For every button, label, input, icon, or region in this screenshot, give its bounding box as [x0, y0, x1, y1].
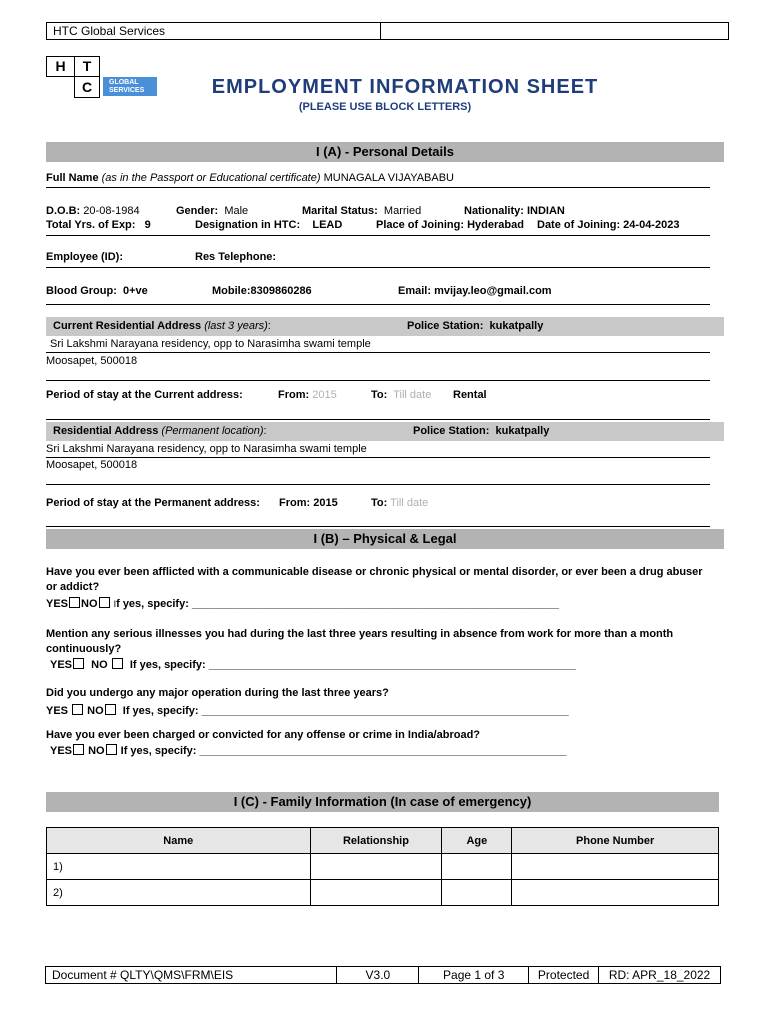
q2-yes-checkbox[interactable] — [73, 658, 84, 669]
question-3-answer: YES NO If yes, specify: ____________________________________________________________ — [46, 705, 569, 717]
blood-group-value: 0+ve — [123, 285, 148, 297]
permanent-address-label: Residential Address — [53, 425, 159, 437]
current-to-value: Till date — [393, 389, 432, 401]
current-from-value: 2015 — [312, 389, 337, 401]
header-company-box — [46, 22, 729, 40]
col-header-age: Age — [442, 828, 512, 854]
logo-c: C — [74, 76, 100, 98]
question-2: Mention any serious illnesses you had during the last three years resulting in absence from work for more than a month continuously? — [46, 628, 674, 655]
designation-value: LEAD — [312, 219, 343, 231]
permanent-police-value: kukatpally — [495, 425, 550, 437]
doj-value: 24-04-2023 — [623, 219, 680, 231]
current-from: From: 2015 — [278, 389, 337, 401]
current-tenure: Rental — [453, 389, 487, 401]
current-address-label: Current Residential Address — [53, 320, 202, 332]
section-personal-band — [46, 142, 724, 162]
designation-row: Designation in HTC: LEAD — [195, 219, 343, 231]
col-header-name: Name — [47, 828, 311, 854]
footer-document-number: Document # QLTY\QMS\FRM\EIS — [46, 967, 337, 984]
place-row: Place of Joining: Hyderabad — [376, 219, 524, 231]
q1-no-checkbox[interactable] — [99, 597, 110, 608]
footer-rd: RD: APR_18_2022 — [599, 967, 721, 984]
family-table-header — [47, 828, 719, 854]
page-title: EMPLOYMENT INFORMATION SHEET — [211, 76, 599, 98]
question-2-answer: YES NO If yes, specify: ____________________________________________________________ — [50, 659, 576, 671]
employee-id-label: Employee (ID): — [46, 251, 124, 263]
permanent-period-label: Period of stay at the Permanent address: — [46, 497, 260, 509]
family-table — [46, 827, 719, 906]
mobile-value: 8309860286 — [250, 285, 312, 297]
q1-yes-checkbox[interactable] — [69, 597, 80, 608]
permanent-address-band: Residential Address (Permanent location): Police Station: kukatpally — [46, 422, 724, 441]
family-cell-name[interactable]: 2) — [47, 880, 311, 906]
question-3: Did you undergo any major operation during the last three years? — [46, 687, 389, 699]
family-cell-age[interactable] — [442, 880, 512, 906]
email-value: mvijay.leo@gmail.com — [434, 285, 552, 297]
permanent-address-line1: Sri Lakshmi Narayana residency, opp to Narasimha swami temple — [46, 443, 367, 455]
q4-yes-checkbox[interactable] — [73, 744, 84, 755]
current-police-value: kukatpally — [489, 320, 544, 332]
section-family-band — [46, 792, 719, 812]
current-address-line2: Moosapet, 500018 — [46, 355, 138, 367]
exp-row: Total Yrs. of Exp: 9 — [46, 219, 151, 231]
q3-yes-checkbox[interactable] — [72, 704, 83, 715]
blood-group-row: Blood Group: 0+ve — [46, 285, 148, 297]
current-to: To: Till date — [371, 389, 432, 401]
marital-value: Married — [383, 205, 422, 217]
permanent-from-value: 2015 — [313, 497, 338, 509]
question-4: Have you ever been charged or convicted for any offense or crime in India/abroad? — [46, 729, 481, 741]
section-physical-title: I (B) – Physical & Legal — [313, 531, 457, 546]
question-1-answer: YES NO If yes, specify: ____________________________________________________________ — [46, 598, 559, 610]
footer-classification: Protected — [529, 967, 599, 984]
permanent-to-value: Till date — [390, 497, 429, 509]
mobile-row: Mobile:8309860286 — [212, 285, 312, 297]
q4-no-checkbox[interactable] — [106, 744, 117, 755]
doj-row: Date of Joining: 24-04-2023 — [537, 219, 680, 231]
section-physical-band — [46, 529, 724, 549]
section-personal-title: I (A) - Personal Details — [316, 144, 454, 159]
section-family-title: I (C) - Family Information (In case of emergency) — [233, 794, 532, 809]
question-1: Have you ever been afflicted with a communicable disease or chronic physical or mental disorder, or ever been a drug abuser or addict? — [46, 566, 703, 593]
logo-global-services: GLOBAL SERVICES — [103, 77, 157, 96]
dob-row: D.O.B: 20-08-1984 — [46, 205, 140, 217]
page-subtitle: (PLEASE USE BLOCK LETTERS) — [298, 101, 472, 113]
logo-h: H — [46, 56, 75, 77]
res-telephone-label: Res Telephone: — [195, 251, 277, 263]
col-header-relationship: Relationship — [310, 828, 442, 854]
table-row — [47, 854, 719, 880]
full-name-row: Full Name (as in the Passport or Educational certificate) MUNAGALA VIJAYABABU — [46, 172, 455, 184]
nationality-row: Nationality: INDIAN — [464, 205, 565, 217]
family-cell-relationship[interactable] — [310, 880, 442, 906]
family-cell-name[interactable]: 1) — [47, 854, 311, 880]
footer-page: Page 1 of 3 — [419, 967, 529, 984]
family-cell-phone[interactable] — [512, 854, 719, 880]
current-period-label: Period of stay at the Current address: — [46, 389, 243, 401]
family-cell-phone[interactable] — [512, 880, 719, 906]
exp-value: 9 — [144, 219, 151, 231]
email-row: Email: mvijay.leo@gmail.com — [398, 285, 552, 297]
htc-logo — [46, 56, 158, 98]
dob-value: 20-08-1984 — [83, 205, 140, 217]
document-footer — [45, 966, 721, 984]
current-address-band: Current Residential Address (last 3 years): Police Station: kukatpally — [46, 317, 724, 336]
gender-value: Male — [224, 205, 249, 217]
current-address-line1: Sri Lakshmi Narayana residency, opp to Narasimha swami temple — [50, 338, 371, 350]
q3-no-checkbox[interactable] — [105, 704, 116, 715]
q2-no-checkbox[interactable] — [112, 658, 123, 669]
permanent-from: From: 2015 — [279, 497, 338, 509]
gender-row: Gender: Male — [176, 205, 249, 217]
family-cell-relationship[interactable] — [310, 854, 442, 880]
permanent-to: To: Till date — [371, 497, 429, 509]
logo-t: T — [74, 56, 100, 77]
nationality-value: INDIAN — [526, 205, 565, 217]
header-company-name: HTC Global Services — [53, 24, 166, 38]
table-row — [47, 880, 719, 906]
family-cell-age[interactable] — [442, 854, 512, 880]
permanent-address-line2: Moosapet, 500018 — [46, 459, 138, 471]
place-value: Hyderabad — [467, 219, 524, 231]
question-4-answer: YES NO If yes, specify: ____________________________________________________________ — [50, 745, 567, 757]
col-header-phone: Phone Number — [512, 828, 719, 854]
full-name-value: MUNAGALA VIJAYABABU — [323, 172, 455, 184]
footer-version: V3.0 — [337, 967, 419, 984]
marital-row: Marital Status: Married — [302, 205, 422, 217]
